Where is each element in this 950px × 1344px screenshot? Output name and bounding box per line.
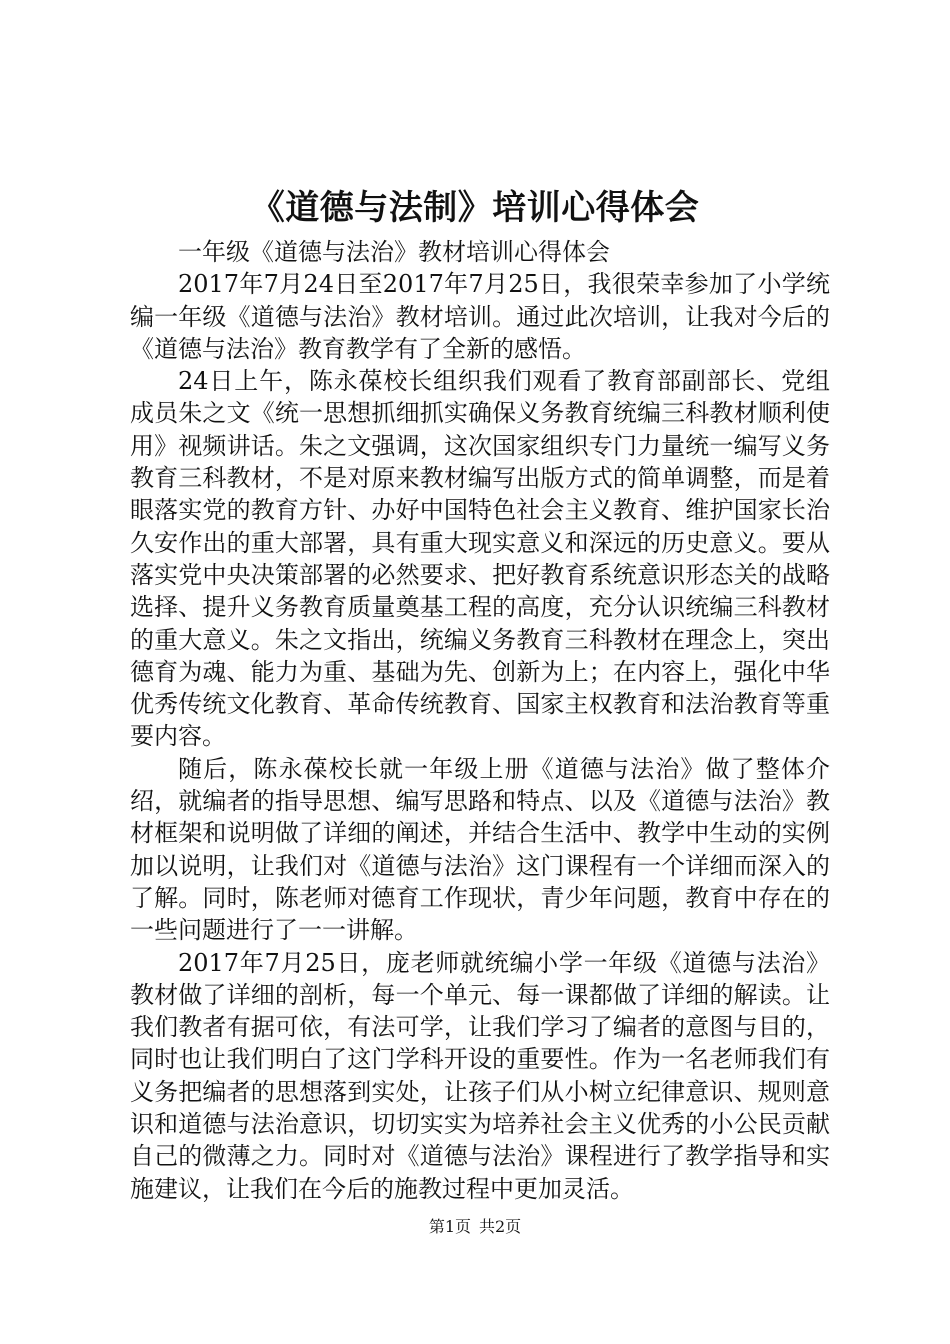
paragraph-textbook-introduction: 随后，陈永葆校长就一年级上册《道德与法治》做了整体介绍，就编者的指导思想、编写思路和特点、以及《道德与法治》教材框架和说明做了详细的阐述，并结合生活中、教学中生动的实例加以说明，让我们对《道德与法治》这门课程有一个详细而深入的了解。同时，陈老师对德育工作现状，青少年问题，教育中存在的一些问题进行了一一讲解。 xyxy=(130,754,830,945)
page-number-current: 第1页 xyxy=(428,1217,471,1236)
page-footer xyxy=(0,1216,950,1238)
paragraph-morning-session: 24日上午，陈永葆校长组织我们观看了教育部副部长、党组成员朱之文《统一思想抓细抓实确保义务教育统编三科教材顺利使用》视频讲话。朱之文强调，这次国家组织专门力量统一编写义务教育三科教材，不是对原来教材编写出版方式的简单调整，而是着眼落实党的教育方针、办好中国特色社会主义教育、维护国家长治久安作出的重大部署，具有重大现实意义和深远的历史意义。要从落实党中央决策部署的必然要求、把好教育系统意识形态关的战略选择、提升义务教育质量奠基工程的高度，充分认识统编三科教材的重大意义。朱之文指出，统编义务教育三科教材在理念上，突出德育为魂、能力为重、基础为先、创新为上；在内容上，强化中华优秀传统文化教育、革命传统教育、国家主权教育和法治教育等重要内容。 xyxy=(130,367,830,751)
page-number-total: 共2页 xyxy=(479,1217,522,1236)
paragraph-subtitle: 一年级《道德与法治》教材培训心得体会 xyxy=(178,238,610,266)
document-title: 《道德与法制》培训心得体会 xyxy=(250,188,700,228)
paragraph-training-dates: 2017年7月24日至2017年7月25日，我很荣幸参加了小学统编一年级《道德与法治》教材培训。通过此次培训，让我对今后的《道德与法治》教育教学有了全新的感悟。 xyxy=(130,270,830,363)
document-body xyxy=(130,236,830,1205)
paragraph-second-day: 2017年7月25日，庞老师就统编小学一年级《道德与法治》教材做了详细的剖析，每一个单元、每一课都做了详细的解读。让我们教者有据可依，有法可学，让我们学习了编者的意图与目的，同时也让我们明白了这门学科开设的重要性。作为一名老师我们有义务把编者的思想落到实处，让孩子们从小树立纪律意识、规则意识和道德与法治意识，切切实实为培养社会主义优秀的小公民贡献自己的微薄之力。同时对《道德与法治》课程进行了教学指导和实施建议，让我们在今后的施教过程中更加灵活。 xyxy=(130,948,830,1203)
